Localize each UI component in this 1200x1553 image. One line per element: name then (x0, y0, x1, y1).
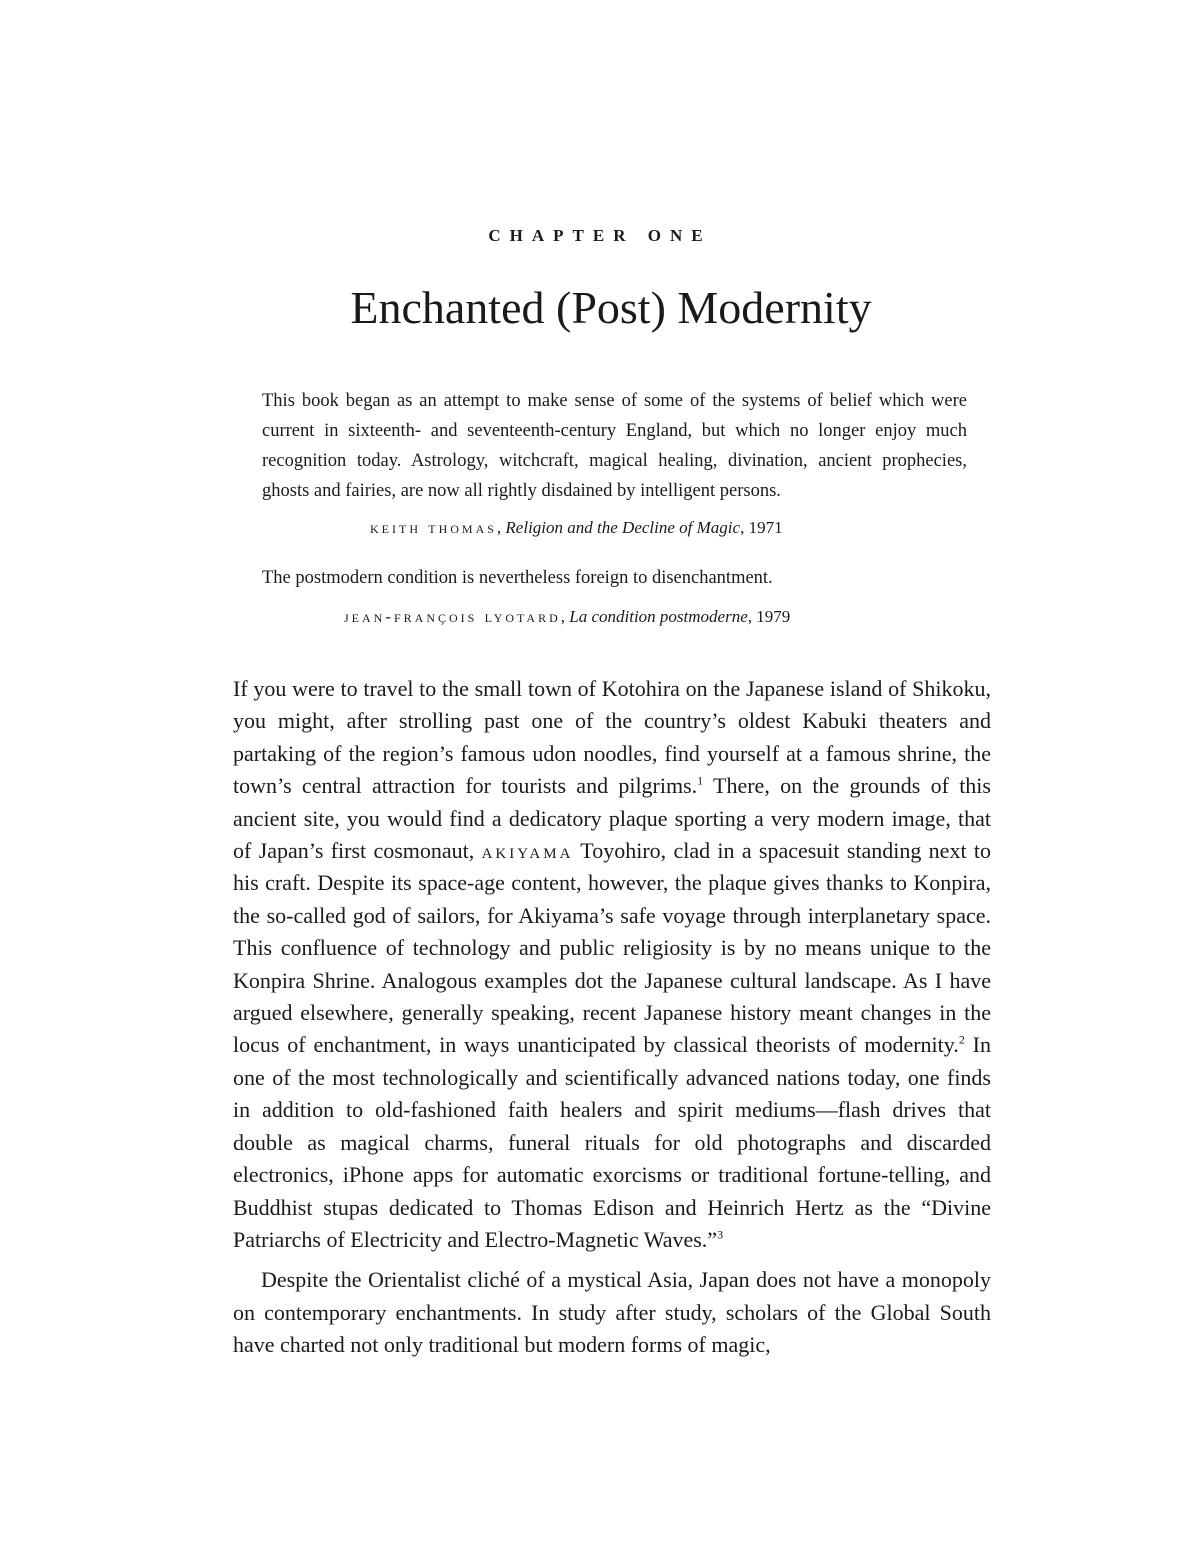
epigraph-work: La condition postmoderne (569, 607, 748, 626)
epigraph-lyotard (262, 563, 967, 631)
epigraph-attribution: keith thomas, Religion and the Decline of Magic, 1971 (370, 518, 783, 537)
paragraph-text: If you were to travel to the small town of Kotohira on the Japanese island of Shikoku, you might, after strolling past one of the country’s oldest Kabuki theaters and partaking of the region’s famous udon noodles, find yourself at a famous shrine, the town’s central attraction for tourists and pilgrims. (233, 676, 991, 799)
footnote-ref-2[interactable]: 2 (958, 1033, 965, 1048)
epigraph-attribution: jean-françois lyotard, La condition postmoderne, 1979 (344, 607, 791, 626)
epigraph-year: 1979 (756, 607, 791, 626)
epigraph-quote: The postmodern condition is nevertheless foreign to disenchantment. (262, 568, 773, 588)
paragraph-2: Despite the Orientalist cliché of a mystical Asia, Japan does not have a monopoly on contemporary enchantments. In study after study, scholars of the Global South have charted not only traditional but modern forms of magic, (233, 1267, 991, 1358)
epigraph-thomas (262, 386, 967, 542)
footnote-ref-1[interactable]: 1 (697, 773, 704, 788)
paragraph-text: In one of the most technologically and scientifically advanced nations today, one finds in addition to old-fashioned faith healers and spirit mediums—flash drives that double as magical charms, funeral rituals for old photographs and discarded electronics, iPhone apps for automatic exorcisms or traditional fortune-telling, and Buddhist stupas dedicated to Thomas Edison and Heinrich Hertz as the “Divine Patriarchs of Electricity and Electro-Magnetic Waves.” (233, 1032, 991, 1252)
chapter-title: Enchanted (Post) Modernity (350, 282, 872, 333)
paragraph-text: There, on the grounds of this ancient site, you would find a dedicatory plaque sporting a very modern image, that of Japan’s first cosmonaut, (233, 773, 991, 864)
epigraph-year: 1971 (748, 518, 783, 537)
epigraph-work: Religion and the Decline of Magic (505, 518, 741, 537)
body-text (233, 673, 991, 1362)
epigraph-quote: This book began as an attempt to make sense of some of the systems of belief which were current in sixteenth- and seventeenth-century England, but which no longer enjoy much recognition today. Astrology, witchcraft, magical healing, divination, ancient prophecies, ghosts and fairies, are now all rightly disdained by intelligent persons. (262, 391, 967, 501)
chapter-label: CHAPTER ONE (488, 226, 712, 245)
name-smallcaps: akiyama (481, 838, 574, 864)
paragraph-text: Toyohiro, clad in a spacesuit standing next to his craft. Despite its space-age content, however, the plaque gives thanks to Konpira, the so-called god of sailors, for Akiyama’s safe voyage through interplanetary space. This confluence of technology and public religiosity is by no means unique to the Konpira Shrine. Analogous examples dot the Japanese cultural landscape. As I have argued elsewhere, generally speaking, recent Japanese history meant changes in the locus of enchantment, in ways unanticipated by classical theorists of modernity. (233, 838, 991, 1058)
epigraph-author: keith thomas (370, 518, 497, 537)
epigraph-author: jean-françois lyotard (344, 607, 561, 626)
paragraph-1 (233, 673, 991, 1256)
footnote-ref-3[interactable]: 3 (717, 1227, 724, 1242)
